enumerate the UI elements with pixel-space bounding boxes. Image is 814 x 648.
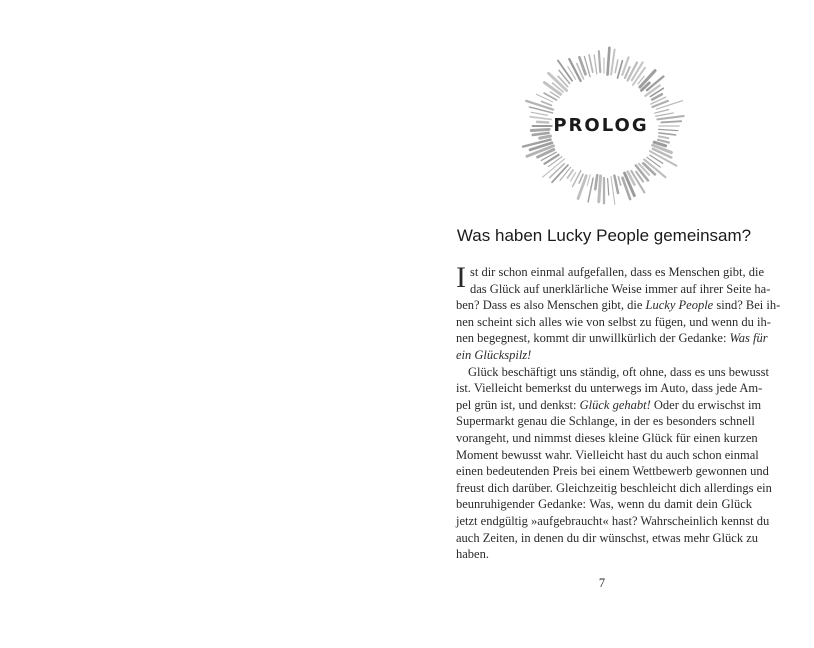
paragraph-2-line-4: Supermarkt genau die Schlange, in der es besonders schnell [456,414,755,429]
paragraph-2-line-1: Glück beschäftigt uns ständig, oft ohne, dass es uns bewusst [468,364,770,379]
paragraph-1-line-2: das Glück auf unerklärliche Weise immer auf ihrer Seite ha- [470,281,771,296]
sunburst-ray [559,70,570,83]
sunburst-ray [540,136,551,138]
paragraph-1-line-1: I st dir schon einmal aufgefallen, dass es Menschen gibt, die [456,261,765,294]
drop-cap: I [456,261,466,294]
sunburst-ray [567,170,573,178]
sunburst-ray [573,171,581,187]
sunburst-ray [614,176,618,193]
sunburst-ray [615,60,618,73]
section-heading: Was haben Lucky People gemeinsam? [456,226,752,245]
sunburst-ray [608,179,609,195]
paragraph-2-line-8: freust dich darüber. Gleichzeitig beschleicht dich allerdings ein [456,480,772,495]
paragraph-2-line-12: haben. [456,547,489,562]
paragraph-1-line-5: nen begegnest, kommt dir unwillkürlich der Gedanke: Was für [456,331,768,346]
sunburst-ray [560,167,571,180]
paragraph-2-line-5: vorangeht, und nimmst dieses kleine Glück für einen kurzen [456,430,758,445]
paragraph-2-line-9: beunruhigender Gedanke: Was, wenn du damit dein Glück [456,497,752,512]
sunburst-ray [599,51,600,72]
paragraph-1-line-3: ben? Dass es also Menschen gibt, die Lucky People sind? Bei ih- [456,298,781,313]
paragraph-2-line-2: ist. Vielleicht bemerkst du unterwegs im Auto, dass jede Am- [456,381,763,396]
sunburst-ray [587,175,590,186]
paragraph-2-line-7: einen bedeutenden Preis bei einem Wettbewerb gewonnen und [456,464,769,479]
sunburst-ray [658,140,669,143]
sunburst-ray [578,176,586,199]
sunburst-ray [542,101,552,105]
page-number: 7 [598,576,606,590]
sunburst-ray [579,174,583,183]
chapter-title: PROLOG [553,115,649,136]
sunburst-ray [595,175,597,189]
sunburst-ray [655,110,669,114]
paragraph-2-line-10: jetzt endgültig »aufgebraucht« hast? Wahrscheinlich kennst du [456,513,770,528]
paragraph-2-line-11: auch Zeiten, in denen du dir wünschst, etwas mehr Glück zu [456,530,758,545]
sunburst-ray [545,155,559,164]
sunburst-ray [659,136,668,138]
sunburst-ray [618,177,620,185]
sunburst-ray [611,49,614,74]
sunburst-ray [608,48,610,75]
body-text [456,261,781,563]
sunburst-ray [643,163,655,174]
paragraph-1-line-4: nen scheint sich alles wie von selbst zu fügen, und wenn du ih- [456,314,771,329]
paragraph-2-line-6: Moment bewusst wahr. Vielleicht hast du auch schon einmal [456,447,759,462]
sunburst-ray [594,55,597,74]
sunburst-ray [599,176,601,202]
paragraph-1-line-6: ein Glückspilz! [456,347,532,362]
sunburst-ray [589,55,593,72]
paragraph-2-line-3: pel grün ist, und denkst: Glück gehabt! Oder du erwischst im [456,397,762,412]
